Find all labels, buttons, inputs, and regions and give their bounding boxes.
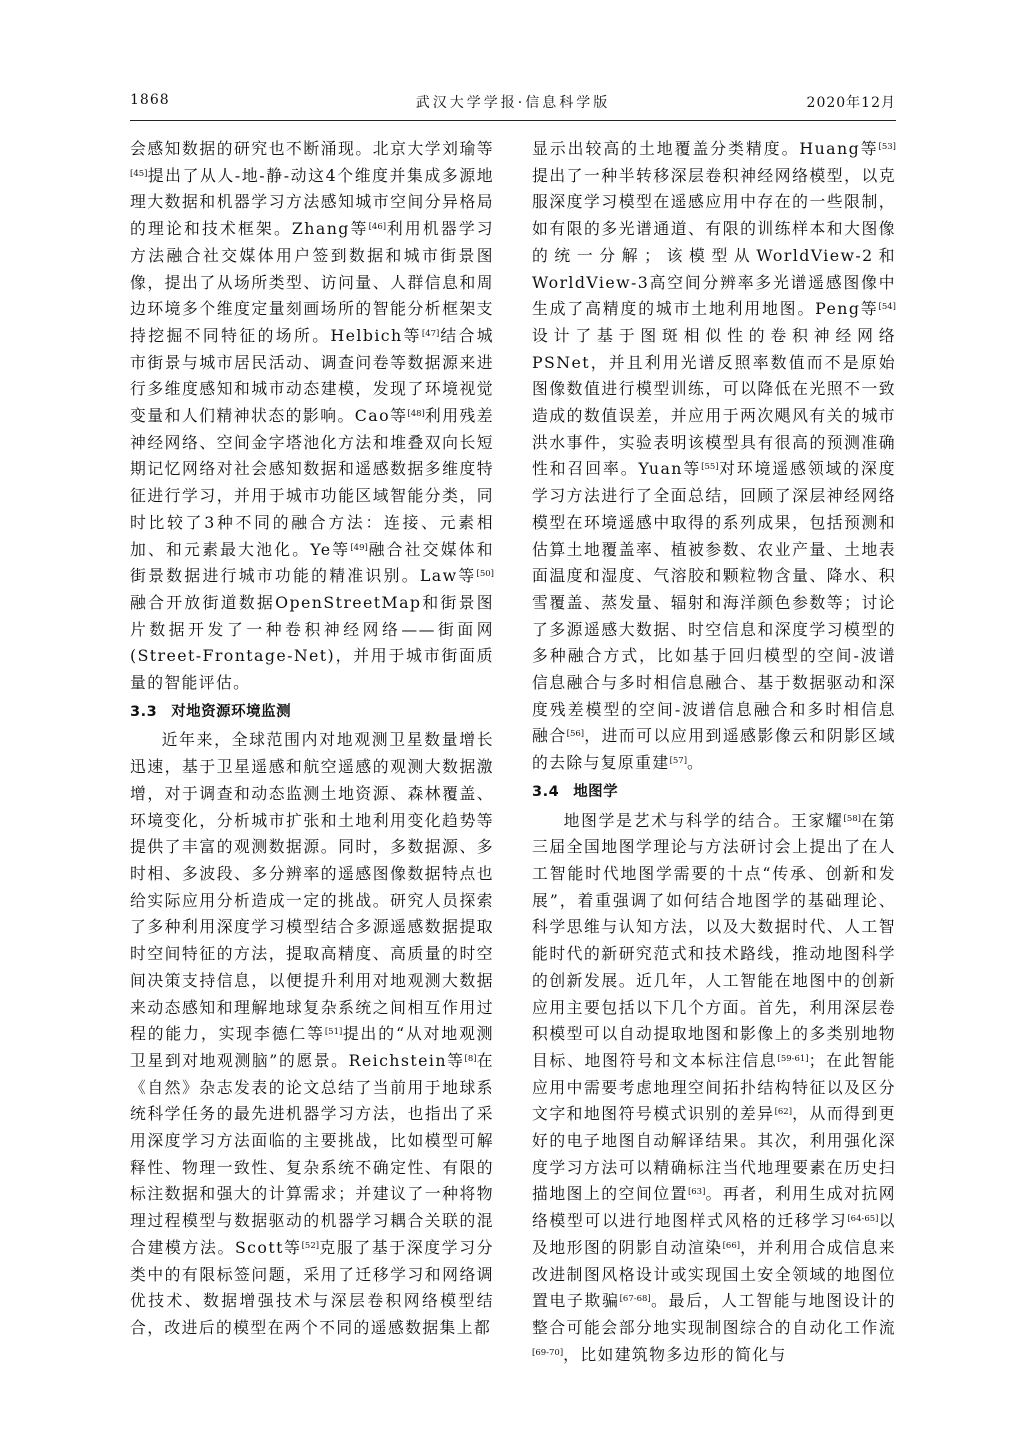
journal-title: 武汉大学学报·信息科学版: [415, 95, 611, 111]
section-heading-3-4: [532, 777, 896, 808]
citation-ref: [52]: [301, 1240, 320, 1251]
running-header: [130, 92, 896, 118]
citation-ref: [54]: [878, 302, 896, 313]
header-rule: [130, 120, 896, 121]
citation-ref: [49]: [350, 542, 368, 553]
citation-ref: [64-65]: [847, 1214, 879, 1225]
section-title: 对地资源环境监测: [171, 703, 292, 720]
citation-ref: [45]: [130, 168, 148, 179]
citation-ref: [53]: [878, 142, 896, 152]
page-number: 1868: [130, 92, 170, 108]
citation-ref: [46]: [368, 222, 387, 233]
citation-ref: [62]: [774, 1107, 793, 1118]
citation-ref: [57]: [669, 756, 688, 767]
right-paragraph-1: 显示出较高的土地覆盖分类精度。Huang等[53]提出了一种半转移深层卷积神经网络模型，以克服深度学习模型在遥感应用中存在的一些限制，如有限的多光谱通道、有限的训练样本和大图像的统一分解；该模型从WorldView-2和WorldView-3高空间分辨率多光谱遥感图像中生成了高精度的城市土地利用地图。Peng等[54]设计了基于图斑相似性的卷积神经网络PSNet，并且利用光谱反照率数值而不是原始图像数值进行模型训练，可以降低在光照不一致造成的数值误差，并应用于两次飓风有关的城市洪水事件，实验表明该模型具有很高的预测准确性和召回率。Yuan等[55]对环境遥感领域的深度学习方法进行了全面总结，回顾了深层神经网络模型在环境遥感中取得的系列成果，包括预测和估算土地覆盖率、植被参数、农业产量、土地表面温度和湿度、气溶胶和颗粒物含量、降水、积雪覆盖、蒸发量、辐射和海洋颜色参数等；讨论了多源遥感大数据、时空信息和深度学习模型的多种融合方式，比如基于回归模型的空间-波谱信息融合与多时相信息融合、基于数据驱动和深度残差模型的空间-波谱信息融合和多时相信息融合[56]，进而可以应用到遥感影像云和阴影区域的去除与复原重建[57]。: [532, 139, 896, 773]
citation-ref: [55]: [701, 462, 719, 473]
citation-ref: [63]: [687, 1187, 706, 1198]
section-number: 3.4: [532, 783, 560, 800]
citation-ref: [59-61]: [777, 1053, 809, 1064]
citation-ref: [58]: [843, 813, 861, 824]
citation-ref: [50]: [476, 569, 494, 580]
left-column: [130, 136, 494, 1342]
citation-ref: [67-68]: [619, 1294, 651, 1305]
section-title: 地图学: [573, 783, 619, 800]
left-paragraph-1: 会感知数据的研究也不断涌现。北京大学刘瑜等[45]提出了从人-地-静-动这4个维度并集成多源地理大数据和机器学习方法感知城市空间分异格局的理论和技术框架。Zhang等[46]利用机器学习方法融合社交媒体用户签到数据和城市街景图像，提出了从场所类型、访问量、人群信息和周边环境多个维度定量刻画场所的智能分析框架支持挖掘不同特征的场所。Helbich等[47]结合城市街景与城市居民活动、调查问卷等数据源来进行多维度感知和城市动态建模，发现了环境视觉变量和人们精神状态的影响。Cao等[48]利用残差神经网络、空间金字塔池化方法和堆叠双向长短期记忆网络对社会感知数据和遥感数据多维度特征进行学习，并用于城市功能区域智能分类，同时比较了3种不同的融合方法：连接、元素相加、和元素最大池化。Ye等[49]融合社交媒体和街景数据进行城市功能的精准识别。Law等[50]融合开放街道数据OpenStreetMap和街景图片数据开发了一种卷积神经网络——街面网(Street-Frontage-Net)，并用于城市街面质量的智能评估。: [130, 139, 495, 693]
citation-ref: [8]: [464, 1053, 477, 1064]
issue-date: 2020年12月: [806, 95, 896, 111]
left-paragraph-2: 近年来，全球范围内对地观测卫星数量增长迅速，基于卫星遥感和航空遥感的观测大数据激增，对于调查和动态监测土地资源、森林覆盖、环境变化，分析城市扩张和土地利用变化趋势等提供了丰富的观测数据源。同时，多数据源、多时相、多波段、多分辨率的遥感图像数据特点也给实际应用分析造成一定的挑战。研究人员探索了多种利用深度学习模型结合多源遥感数据提取时空间特征的方法，提取高精度、高质量的时空间决策支持信息，以便提升利用对地观测大数据来动态感知和理解地球复杂系统之间相互作用过程的能力，实现李德仁等[51]提出的“从对地观测卫星到对地观测脑”的愿景。Reichstein等[8]在《自然》杂志发表的论文总结了当前用于地球系统科学任务的最先进机器学习方法，也指出了采用深度学习方法面临的主要挑战，比如模型可解释性、物理一致性、复杂系统不确定性、有限的标注数据和强大的计算需求；并建议了一种将物理过程模型与数据驱动的机器学习耦合关联的混合建模方法。Scott等[52]克服了基于深度学习分类中的有限标签问题，采用了迁移学习和网络调优技术、数据增强技术与深层卷积网络模型结合，改进后的模型在两个不同的遥感数据集上都: [130, 730, 494, 1337]
section-number: 3.3: [130, 703, 158, 720]
citation-ref: [69-70]: [532, 1347, 564, 1358]
citation-ref: [47]: [421, 328, 440, 339]
citation-ref: [48]: [407, 409, 425, 420]
citation-ref: [51]: [324, 1027, 343, 1038]
section-heading-3-3: [130, 697, 494, 728]
right-paragraph-2: 地图学是艺术与科学的结合。王家耀[58]在第三届全国地图学理论与方法研讨会上提出了在人工智能时代地图学需要的十点“传承、创新和发展”，着重强调了如何结合地图学的基础理论、科学思维与认知方法，以及大数据时代、人工智能时代的新研究范式和技术路线，推动地图科学的创新发展。近几年，人工智能在地图中的创新应用主要包括以下几个方面。首先，利用深层卷积模型可以自动提取地图和影像上的多类别地物目标、地图符号和文本标注信息[59-61]；在此智能应用中需要考虑地理空间拓扑结构特征以及区分文字和地图符号模式识别的差异[62]，从而得到更好的电子地图自动解译结果。其次，利用强化深度学习方法可以精确标注当代地理要素在历史扫描地图上的空间位置[63]。再者，利用生成对抗网络模型可以进行地图样式风格的迁移学习[64-65]以及地形图的阴影自动渲染[66]，并利用合成信息来改进制图风格设计或实现国土安全领域的地图位置电子欺骗[67-68]。最后，人工智能与地图设计的整合可能会部分地实现制图综合的自动化工作流[69-70]，比如建筑物多边形的简化与: [532, 810, 897, 1364]
citation-ref: [66]: [722, 1240, 741, 1251]
right-column: [532, 136, 896, 1368]
citation-ref: [56]: [566, 729, 585, 740]
